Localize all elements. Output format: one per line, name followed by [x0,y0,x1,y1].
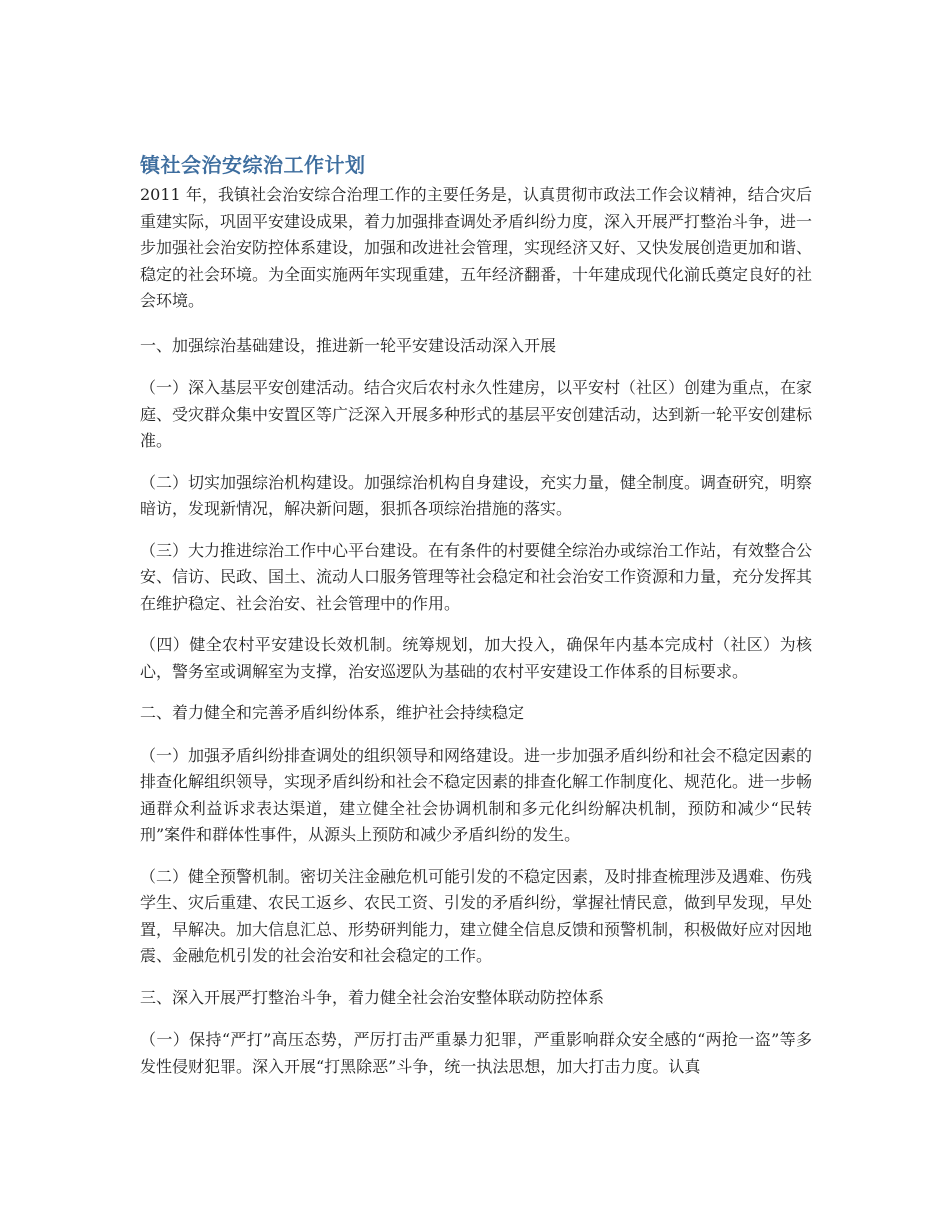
section-1-item-1: （一）深入基层平安创建活动。结合灾后农村永久性建房，以平安村（社区）创建为重点，在家庭、受灾群众集中安置区等广泛深入开展多种形式的基层平安创建活动，达到新一轮平安创建标准。 [140,378,813,450]
section-1-item-4: （四）健全农村平安建设长效机制。统筹规划，加大投入，确保年内基本完成村（社区）为核心，警务室或调解室为支撑，治安巡逻队为基础的农村平安建设工作体系的目标要求。 [140,635,812,681]
section-heading-3: 三、深入开展严打整治斗争，着力健全社会治安整体联动防控体系 [140,987,605,1007]
section-3-item-1: （一）保持“严打”高压态势，严厉打击严重暴力犯罪，严重影响群众安全感的“两抢一盗”等多发性侵财犯罪。深入开展“打黑除恶”斗争，统一执法思想，加大打击力度。认真 [140,1030,812,1076]
section-2-item-2: （二）健全预警机制。密切关注金融危机可能引发的不稳定因素，及时排查梳理涉及遇难、伤残学生、灾后重建、农民工返乡、农民工资、引发的矛盾纠纷，掌握社情民意，做到早发现，早处置，早解决。加大信息汇总、形势研判能力，建立健全信息反馈和预警机制，积极做好应对因地震、金融危机引发的社会治安和社会稳定的工作。 [140,866,813,965]
section-1-item-2: （二）切实加强综治机构建设。加强综治机构自身建设，充实力量，健全制度。调查研究，明察暗访，发现新情况，解决新问题，狠抓各项综治措施的落实。 [140,472,813,518]
intro-paragraph: 2011 年，我镇社会治安综合治理工作的主要任务是，认真贯彻市政法工作会议精神，结合灾后重建实际，巩固平安建设成果，着力加强排查调处矛盾纠纷力度，深入开展严打整治斗争，进一步加强社会治安防控体系建设，加强和改进社会管理，实现经济又好、又快发展创造更加和谐、稳定的社会环境。为全面实施两年实现重建，五年经济翻番，十年建成现代化湔氐奠定良好的社会环境。 [140,185,813,310]
document-body [140,150,812,1095]
section-2-item-1: （一）加强矛盾纠纷排查调处的组织领导和网络建设。进一步加强矛盾纠纷和社会不稳定因素的排查化解组织领导，实现矛盾纠纷和社会不稳定因素的排查化解工作制度化、规范化。进一步畅通群众利益诉求表达渠道，建立健全社会协调机制和多元化纠纷解决机制，预防和减少“民转刑”案件和群体性事件，从源头上预防和减少矛盾纠纷的发生。 [140,745,813,844]
section-heading-1: 一、加强综治基础建设，推进新一轮平安建设活动深入开展 [140,335,557,355]
section-1-item-3: （三）大力推进综治工作中心平台建设。在有条件的村要健全综治办或综治工作站，有效整合公安、信访、民政、国土、流动人口服务管理等社会稳定和社会治安工作资源和力量，充分发挥其在维护稳定、社会治安、社会管理中的作用。 [140,540,813,613]
document-title: 镇社会治安综治工作计划 [140,153,366,177]
section-heading-2: 二、着力健全和完善矛盾纠纷体系，维护社会持续稳定 [140,703,525,722]
